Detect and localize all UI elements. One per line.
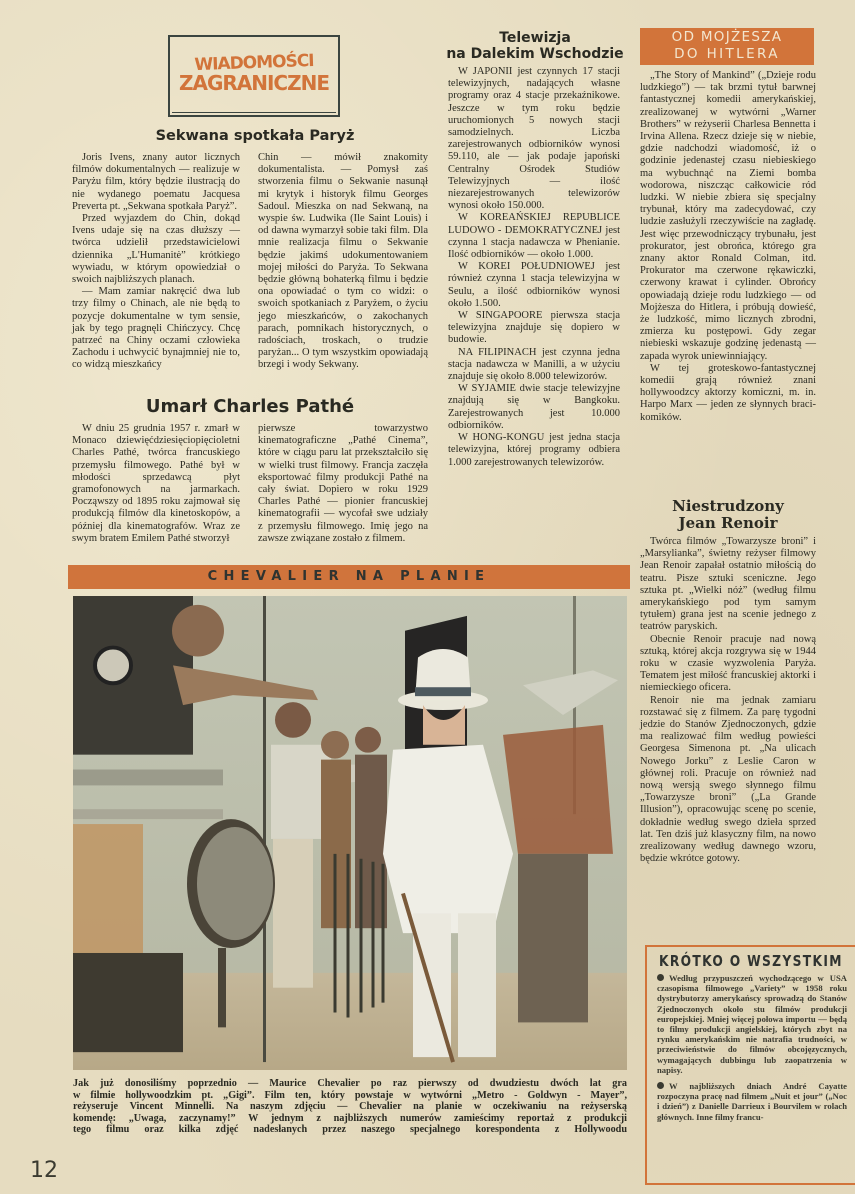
telewizja-body [448, 66, 620, 469]
sekwana-title: Sekwana spotkała Paryż [155, 128, 355, 144]
page-number: 12 [30, 1158, 58, 1183]
telewizja-title-line-2: na Dalekim Wschodzie [446, 46, 624, 62]
chevalier-banner: CHEVALIER NA PLANIE [68, 565, 630, 589]
krotko-item-text: Według przypuszczeń wychodzącego w USA czasopisma filmowego „Variety” w 1958 roku dystrybutorzy amerykańscy sprowadzą do Stanów Zjednoczonych około stu filmów produkcji europejskiej. Mniej więcej połowa importu — będą to filmy produkcji angielskiej, których zbyt na rynku amerykańskim nie natrafia trudności, w przeciwieństwie do filmów obcojęzycznych, wymagających dubbingu lub zaopatrzenia w napisy. [657, 973, 847, 1075]
telewizja-title-line-1: Telewizja [499, 30, 571, 46]
renoir-title-line-1: Niestrudzony [672, 497, 784, 515]
krotko-item [657, 1081, 847, 1122]
logo-line-2: ZAGRANICZNE [178, 71, 330, 95]
paragraph: W tej groteskowo-fantastycznej komedii grają również znani hollywoodzcy aktorzy komiczni, m. in. Harpo Marx — jeden ze słynnych braci-komików. [640, 362, 816, 423]
paragraph: Przed wyjazdem do Chin, dokąd Ivens udaje się na czas dłuższy — twórca udzielił przedstawicielowi dziennika „L'Humanitė” krótkiego wywiadu, w którym opowiedział o swoich najbliższych planach. [72, 213, 240, 286]
krotko-item-text: W najbliższych dniach André Cayatte rozpoczyna pracę nad filmem „Nuit et jour” („Noc i dzień”) z Danielle Darrieux i Bourvilem w rolach głównych. Inne filmy francu- [657, 1081, 847, 1122]
photo-caption [73, 1078, 627, 1136]
paragraph: W JAPONII jest czynnych 17 stacji telewizyjnych, nadających własne programy oraz 4 stacje przekaźnikowe. Jeszcze w tym roku będzie uruchomionych 5 nowych stacji samodzielnych. Liczba zarejestrowanych odbiorników wynosi 59.110, ale — jak podaje japoński Centralny Ośrodek Studiów Telewizyjnych — ilość niezarejestrowanych telewizorów wynosi około 150.000. [448, 66, 620, 212]
paragraph: Joris Ivens, znany autor licznych filmów dokumentalnych — realizuje w Paryżu film, który będzie ilustracją do nie wydanego poematu Jacquesa Preverta pt. „Sekwana spotkała Paryż”. [72, 152, 240, 212]
krotko-item [657, 973, 847, 1075]
caption-line: reżyseruje Vincent Minnelli. Na naszym zdjęciu — Chevalier na planie w oczekiwaniu na reżyserską [73, 1101, 627, 1113]
renoir-title [640, 498, 816, 532]
renoir-body [640, 536, 816, 865]
mojzesz-banner [640, 28, 814, 65]
paragraph: — Mam zamiar nakręcić dwa lub trzy filmy o Chinach, ale nie będą to pozycje dokumentalne w tym sensie, jak by tego pragnęli Chińczycy. Chcę patrzeć na Chiny oczami człowieka Zachodu i uchwycić bynajmniej nie to, co widzą mieszkańcy [72, 286, 240, 371]
film-set-photo-illustration [73, 596, 627, 1070]
caption-line: w filmie hollywoodzkim pt. „Gigi”. Film ten, który powstaje w wytwórni „Metro - Goldwyn - Mayer”, [73, 1089, 627, 1101]
paragraph: Twórca filmów „Towarzysze broni” i „Marsylianka”, świetny reżyser filmowy Jean Renoir zapałał ostatnio miłością do teatru. Pisze sztuki sceniczne. Jego sztuka pt. „Wielki nóż” (według filmu amerykańskiego pod tym samym tytułem) grana jest na scenie jednego z teatrów paryskich. [640, 536, 816, 633]
pathe-col-1 [72, 423, 240, 545]
paragraph: Obecnie Renoir pracuje nad nową sztuką, której akcja rozgrywa się w 1944 roku w czasie wyzwolenia Paryża. Tematem jest miłość francuskiej aktorki i niemieckiego oficera. [640, 633, 816, 694]
paragraph: „The Story of Mankind” („Dzieje rodu ludzkiego”) — tak brzmi tytuł barwnej fantastycznej komedii amerykańskiej, zrealizowanej w wytwórni „Warner Brothers” w reżyserii Charlesa Bennetta i Irvina Allena. Rzecz dzieje się w niebie, gdzie nadchodzi wiadomość, iż o godzinie jedenastej czasu niebieskiego ma wybuchnąć na Ziemi bomba wodorowa, niszcząc całkowicie ród ludzki. W niebie zbiera się specjalny trybunał, który ma zadecydować, czy ludzie zasłużyli rzeczywiście na zagładę. Jest więc przewodniczący trybunału, jest prokurator, jest obrońca, którego gra znany aktor Ronald Colman, itd. Prokurator ma czerwone rękawiczki, czerwony krawat i cylinder. Obrońcy opowiadają dzieje rodu ludzkiego — od Mojżesza do Hitlera, i próbują dowieść, że ludzkość, mimo licznych zbrodni, zmierza ku postępowi. Gdy zegar niebieski wskazuje godzinę jedenastą — zapada wyrok uniewinniający. [640, 70, 816, 362]
sekwana-col-2 [258, 152, 428, 372]
renoir-title-line-2: Jean Renoir [678, 514, 778, 532]
paragraph: W SYJAMIE dwie stacje telewizyjne znajdują się w Bangkoku. Zarejestrowanych jest 10.000 odbiorników. [448, 383, 620, 431]
paragraph: W SINGAPOORE pierwsza stacja telewizyjna znajduje się dopiero w budowie. [448, 310, 620, 346]
telewizja-title [445, 30, 625, 62]
pathe-col-2 [258, 423, 428, 545]
photo-chevalier-on-set [73, 596, 627, 1070]
paragraph: W KOREI POŁUDNIOWEJ jest również czynna 1 stacja telewizyjna w Seulu, a ilość odbiorników wynosi około 1.500. [448, 261, 620, 309]
pathe-title: Umarł Charles Pathé [145, 396, 355, 417]
logo-line-1: WIADOMOŚCI [194, 50, 314, 76]
caption-line: komendę: „Uwaga, zaczynamy!” W jednym z najbliższych numerów zamieścimy reportaż z produkcji [73, 1112, 627, 1124]
mojzesz-banner-line-1: OD MOJŻESZA [671, 29, 783, 45]
paragraph: pierwsze towarzystwo kinematograficzne „Pathé Cinema”, które w ciągu paru lat przekształciło się w wielki trust filmowy. Francja zaczęła eksportować filmy produkcji Pathé na cały świat. Dopiero w roku 1929 Charles Pathé — pionier francuskiej kinematografii — wycofał swe udziały z przemysłu filmowego. Imię jego na zawsze związane zostało z filmem. [258, 423, 428, 544]
caption-line: tego filmu oraz kilka zdjęć nadesłanych przez naszego specjalnego korespondenta z Hollywoodu [73, 1124, 627, 1136]
caption-line: Jak już donosiliśmy poprzednio — Maurice Chevalier po raz pierwszy od dwudziestu dwóch lat gra [73, 1078, 627, 1089]
paragraph: W HONG-KONGU jest jedna stacja telewizyjna, której programy odbiera 1.000 zarejestrowanych telewizorów. [448, 432, 620, 468]
sekwana-col-1 [72, 152, 240, 372]
krotko-body [657, 973, 847, 1122]
paragraph: W KOREAŃSKIEJ REPUBLICE LUDOWO - DEMOKRATYCZNEJ jest czynna 1 stacja nadawcza w Phenianie. Ilość odbiorników — około 1.000. [448, 212, 620, 261]
paragraph: NA FILIPINACH jest czynna jedna stacja nadawcza w Manilli, a w użyciu znajduje się około 8.000 telewizorów. [448, 346, 620, 383]
paragraph: W dniu 25 grudnia 1957 r. zmarł w Monaco dziewięćdziesięciopięcioletni Charles Pathé, twórca francuskiego przemysłu filmowego. Pathé był w młodości sprzedawcą płyt gramofonowych na jarmarkach. Począwszy od 1895 roku zajmował się produkcją filmów dla kinetoskopów, a później dla kinematografów. Wraz ze swym bratem Emilem Pathé stworzył [72, 423, 240, 544]
mojzesz-banner-line-2: DO HITLERA [674, 46, 780, 62]
section-logo [168, 35, 340, 117]
krotko-box [645, 945, 855, 1185]
bullet-icon [657, 974, 664, 981]
krotko-title: KRÓTKO O WSZYSTKIM [659, 952, 843, 970]
bullet-icon [657, 1082, 664, 1089]
mojzesz-body [640, 70, 816, 424]
paragraph: Chin — mówił znakomity dokumentalista. — Pomysł zaś stworzenia filmu o Sekwanie nasunął mi krytyk i historyk filmu Georges Sadoul. Mieszka on nad Sekwaną, na wyspie św. Ludwika (Ile Saint Louis) i od dawna wymarzył sobie taki film. Dla mnie realizacja filmu o Sekwanie będzie jakimś udokumentowaniem mojej miłości do Paryża. To Sekwana będzie główną bohaterką filmu i będzie ona opowiadać o tym co widzi: o swoich spotkaniach z Paryżem, o życiu jego mieszkańców, o zakochanych parach, pomnikach historycznych, o radościach, troskach, o trudzie paryżan... O tym wszystkim opowiadają brzegi i wody Sekwany. [258, 152, 428, 371]
paragraph: Renoir nie ma jednak zamiaru rozstawać się z filmem. Za parę tygodni jedzie do Stanów Zjednoczonych, gdzie ma realizować film według powieści Georgesa Simenona pt. „Na ulicach Nowego Jorku” z Leslie Caron w głównej roli. Pracuje on również nad nową wersją swego słynnego filmu „Towarzysze broni” („La Grande Illusion”), opracowując scenę po scenie, dokładnie według swego dzieła sprzed lat. Ten dziś już klasyczny film, na nowo zrealizowany według dawnego wzoru, będzie wkrótce gotowy. [640, 694, 816, 865]
